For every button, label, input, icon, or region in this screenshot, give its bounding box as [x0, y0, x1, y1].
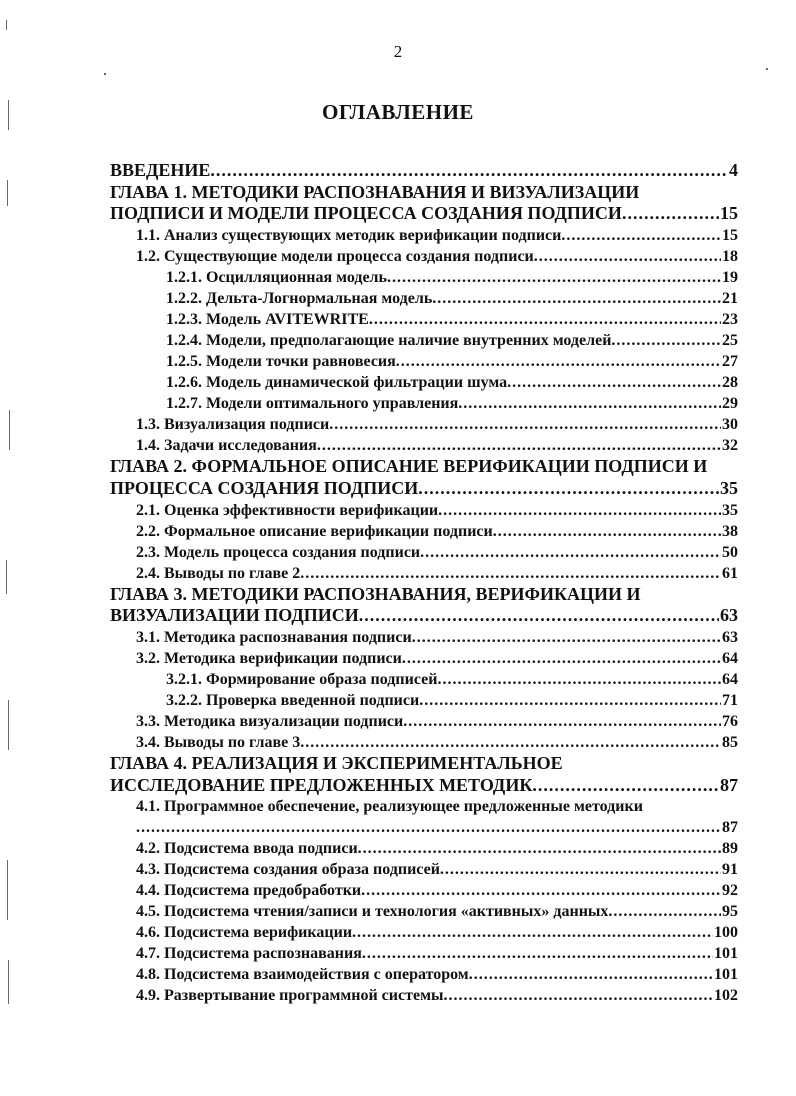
toc-page-number: 29 — [722, 395, 738, 413]
toc-title: ОГЛАВЛЕНИЕ — [322, 100, 474, 124]
toc-page-number: 101 — [714, 945, 738, 963]
dot-leader — [300, 563, 721, 584]
toc-entry — [110, 753, 738, 775]
toc-entry — [110, 435, 738, 456]
toc-entry-title: ПОДПИСИ И МОДЕЛИ ПРОЦЕССА СОЗДАНИЯ ПОДПИСИ — [110, 203, 622, 224]
dot-leader — [469, 964, 713, 985]
scan-speck — [6, 560, 7, 594]
toc-entry — [110, 711, 738, 732]
toc-page-number: 28 — [722, 374, 738, 392]
toc-entry-title: 3.2.2. Проверка введенной подписи — [166, 691, 420, 709]
toc-entry — [110, 775, 738, 797]
dot-leader — [352, 922, 713, 943]
toc-entry-title: 4.9. Развертывание программной системы — [136, 987, 444, 1005]
toc-page-number: 95 — [722, 903, 738, 921]
toc-entry — [110, 330, 738, 351]
toc-entry — [110, 182, 738, 204]
toc-entry-title: 3.2. Методика верификации подписи — [136, 649, 402, 667]
toc-entry — [110, 880, 738, 901]
toc-page-number: 102 — [714, 987, 738, 1005]
dot-leader — [443, 985, 713, 1006]
toc-entry-title: 4.4. Подсистема предобработки — [136, 882, 362, 900]
dot-leader — [358, 838, 721, 859]
toc-entry-title: ВИЗУАЛИЗАЦИИ ПОДПИСИ — [110, 605, 359, 626]
toc-entry-title: 1.2.1. Осцилляционная модель — [166, 269, 387, 287]
toc-entry — [110, 985, 738, 1006]
toc-entry — [110, 584, 738, 606]
scan-speck — [104, 73, 106, 75]
toc-entry — [110, 859, 738, 880]
toc-page-number: 38 — [722, 522, 738, 540]
dot-leader — [136, 817, 721, 838]
scan-speck — [766, 68, 768, 70]
toc-page-number: 87 — [722, 819, 738, 837]
table-of-contents — [110, 160, 738, 1006]
toc-page-number: 64 — [722, 649, 738, 667]
toc-entry-title: 3.1. Методика распознавания подписи — [136, 628, 412, 646]
dot-leader — [412, 627, 721, 648]
toc-page-number: 27 — [722, 353, 738, 371]
toc-entry — [110, 288, 738, 309]
dot-leader — [369, 309, 721, 330]
dot-leader — [317, 435, 721, 456]
scan-speck — [7, 180, 8, 206]
toc-page-number: 35 — [720, 477, 738, 498]
toc-page-number: 100 — [714, 924, 738, 942]
dot-leader — [359, 605, 719, 627]
toc-entry-title: ИССЛЕДОВАНИЕ ПРЕДЛОЖЕННЫХ МЕТОДИК — [110, 774, 533, 795]
dot-leader — [362, 943, 713, 964]
toc-entry-title: 1.2.3. Модель AVITEWRITE — [166, 311, 369, 329]
toc-entry-title: 1.2.6. Модель динамической фильтрации шума — [166, 374, 508, 392]
toc-entry — [110, 160, 738, 182]
toc-page-number: 50 — [722, 543, 738, 561]
toc-page-number: 91 — [722, 861, 738, 879]
toc-entry-title: 2.2. Формальное описание верификации подписи — [136, 522, 493, 540]
dot-leader — [437, 669, 721, 690]
scan-speck — [8, 100, 9, 130]
toc-page-number: 18 — [722, 248, 738, 266]
toc-entry-title: 4.1. Программное обеспечение, реализующее предложенные методики — [136, 798, 643, 816]
dot-leader — [493, 521, 721, 542]
dot-leader — [438, 500, 721, 521]
scan-speck — [9, 410, 10, 450]
toc-entry — [110, 817, 738, 838]
toc-entry-title: 3.4. Выводы по главе 3 — [136, 733, 301, 751]
toc-entry — [110, 393, 738, 414]
toc-page-number: 15 — [720, 203, 738, 224]
toc-entry-title: 2.3. Модель процесса создания подписи — [136, 543, 421, 561]
toc-entry-title: 4.2. Подсистема ввода подписи — [136, 840, 358, 858]
toc-page-number: 25 — [722, 332, 738, 350]
toc-page-number: 76 — [722, 712, 738, 730]
dot-leader — [418, 478, 719, 500]
dot-leader — [403, 711, 721, 732]
toc-page-number: 63 — [720, 605, 738, 626]
toc-entry-title: ГЛАВА 1. МЕТОДИКИ РАСПОЗНАВАНИЯ И ВИЗУАЛИЗАЦИИ — [110, 181, 640, 202]
dot-leader — [329, 414, 721, 435]
toc-page-number: 64 — [722, 670, 738, 688]
toc-entry-title: ПРОЦЕССА СОЗДАНИЯ ПОДПИСИ — [110, 477, 419, 498]
dot-leader — [300, 732, 721, 753]
toc-entry — [110, 627, 738, 648]
toc-entry — [110, 414, 738, 435]
dot-leader — [361, 880, 721, 901]
dot-leader — [534, 246, 721, 267]
toc-entry — [110, 690, 738, 711]
toc-entry — [110, 796, 738, 817]
toc-entry-title: 4.7. Подсистема распознавания — [136, 945, 362, 963]
toc-entry-title: 4.3. Подсистема создания образа подписей — [136, 861, 440, 879]
toc-page-number: 19 — [722, 269, 738, 287]
toc-page-number: 30 — [722, 416, 738, 434]
toc-page-number: 71 — [722, 691, 738, 709]
scan-speck — [8, 960, 9, 1004]
dot-leader — [440, 859, 721, 880]
dot-leader — [622, 203, 719, 225]
toc-entry — [110, 605, 738, 627]
toc-page-number: 87 — [720, 774, 738, 795]
toc-entry — [110, 732, 738, 753]
dot-leader — [432, 288, 721, 309]
toc-entry-title: 1.2.7. Модели оптимального управления — [166, 395, 459, 413]
toc-page-number: 92 — [722, 882, 738, 900]
toc-entry — [110, 964, 738, 985]
toc-entry — [110, 478, 738, 500]
toc-page-number: 61 — [722, 564, 738, 582]
scan-speck — [7, 860, 8, 920]
dot-leader — [608, 901, 721, 922]
toc-entry-title: 2.4. Выводы по главе 2 — [136, 564, 301, 582]
toc-page-number: 101 — [714, 966, 738, 984]
toc-entry — [110, 246, 738, 267]
toc-entry — [110, 648, 738, 669]
toc-page-number: 32 — [722, 437, 738, 455]
dot-leader — [420, 542, 721, 563]
toc-entry — [110, 351, 738, 372]
toc-page-number: 35 — [722, 501, 738, 519]
dot-leader — [458, 393, 721, 414]
toc-entry-title: 1.4. Задачи исследования — [136, 437, 317, 455]
toc-entry-title: 3.3. Методика визуализации подписи — [136, 712, 404, 730]
toc-entry — [110, 500, 738, 521]
toc-entry — [110, 563, 738, 584]
toc-page-number: 21 — [722, 290, 738, 308]
page-number: 2 — [393, 42, 403, 61]
toc-page-number: 85 — [722, 733, 738, 751]
dot-leader — [507, 372, 721, 393]
toc-entry-title: 1.1. Анализ существующих методик верификации подписи — [136, 227, 562, 245]
dot-leader — [210, 160, 728, 182]
scan-speck — [6, 20, 7, 30]
toc-entry — [110, 267, 738, 288]
toc-entry — [110, 922, 738, 943]
toc-entry-title: 3.2.1. Формирование образа подписей — [166, 670, 438, 688]
toc-entry — [110, 456, 738, 478]
dot-leader — [561, 225, 721, 246]
toc-entry — [110, 225, 738, 246]
toc-entry-title: 1.2.4. Модели, предполагающие наличие внутренних моделей — [166, 332, 612, 350]
toc-page-number: 23 — [722, 311, 738, 329]
toc-entry — [110, 521, 738, 542]
toc-page-number: 89 — [722, 840, 738, 858]
toc-entry — [110, 669, 738, 690]
toc-page-number: 4 — [729, 160, 738, 180]
toc-entry-title: 1.3. Визуализация подписи — [136, 416, 330, 434]
toc-entry-title: 2.1. Оценка эффективности верификации — [136, 501, 439, 519]
toc-page-number: 15 — [722, 227, 738, 245]
toc-entry — [110, 901, 738, 922]
toc-entry — [110, 838, 738, 859]
toc-entry — [110, 542, 738, 563]
toc-entry-title: 1.2.2. Дельта-Логнормальная модель — [166, 290, 433, 308]
toc-entry — [110, 309, 738, 330]
toc-entry-title: 1.2.5. Модели точки равновесия — [166, 353, 396, 371]
toc-entry — [110, 372, 738, 393]
toc-entry-title: 4.6. Подсистема верификации — [136, 924, 353, 942]
dot-leader — [402, 648, 721, 669]
toc-page-number: 63 — [722, 628, 738, 646]
dot-leader — [387, 267, 721, 288]
toc-entry-title: 1.2. Существующие модели процесса создания подписи — [136, 248, 534, 266]
scan-speck — [8, 700, 9, 750]
toc-entry-title: 4.8. Подсистема взаимодействия с оператором — [136, 966, 469, 984]
toc-entry-title: ГЛАВА 3. МЕТОДИКИ РАСПОЗНАВАНИЯ, ВЕРИФИКАЦИИ И — [110, 583, 641, 604]
dot-leader — [419, 690, 721, 711]
dot-leader — [396, 351, 721, 372]
toc-entry-title: ГЛАВА 2. ФОРМАЛЬНОЕ ОПИСАНИЕ ВЕРИФИКАЦИИ ПОДПИСИ И — [110, 456, 708, 477]
toc-entry-title: 4.5. Подсистема чтения/записи и технология «активных» данных — [136, 903, 609, 921]
toc-entry-title: ГЛАВА 4. РЕАЛИЗАЦИЯ И ЭКСПЕРИМЕНТАЛЬНОЕ — [110, 752, 563, 773]
toc-entry-title: ВВЕДЕНИЕ — [110, 160, 211, 180]
dot-leader — [532, 775, 719, 797]
toc-entry — [110, 203, 738, 225]
toc-entry — [110, 943, 738, 964]
dot-leader — [611, 330, 721, 351]
